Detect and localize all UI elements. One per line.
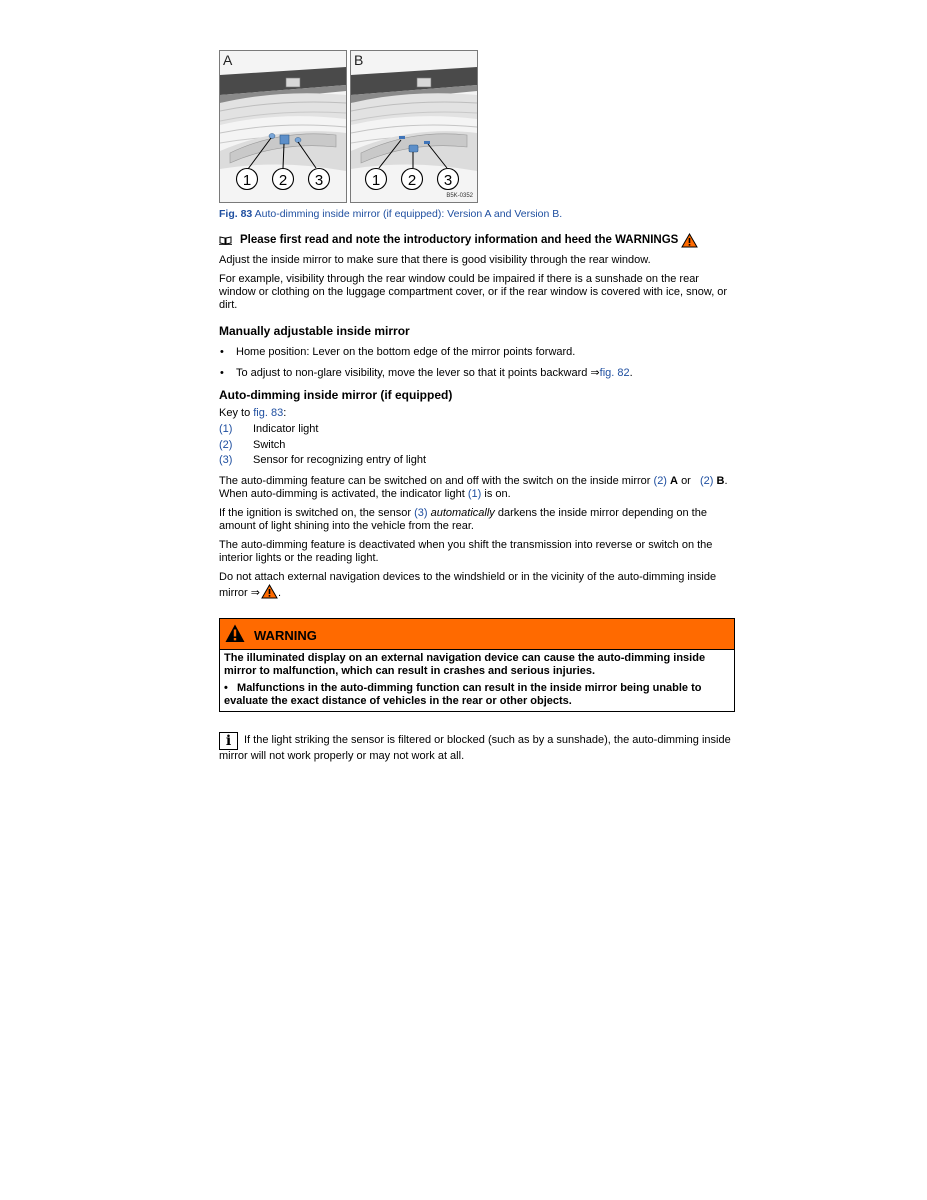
intro-text: Please first read and note the introductory information and heed the WARNINGS (240, 234, 679, 246)
key-row-switch (219, 438, 735, 454)
version-b: B (716, 474, 725, 487)
warning-item-malfunction (224, 682, 730, 708)
key-number: (3) (219, 454, 233, 467)
mirror-illustration-a (220, 51, 346, 202)
key-prefix: Key to (219, 407, 251, 419)
ref-2-link[interactable]: (2) (700, 474, 714, 487)
callout-1-b-label: 1 (371, 172, 381, 189)
list-item (219, 367, 735, 380)
navigation-end: . (278, 586, 282, 599)
callout-3-b-label: 3 (443, 172, 453, 189)
book-icon (219, 236, 232, 245)
ref-2-link[interactable]: (2) (653, 474, 667, 487)
figure-panel-b (350, 50, 478, 203)
warning-item-display: The illuminated display on an external navigation device can cause the auto-dimming inside mirror to malfunction, which can result in crashes and serious injuries. (224, 651, 706, 677)
key-number: (1) (219, 423, 233, 436)
info-icon: i (219, 732, 238, 750)
key-row-indicator (219, 422, 735, 438)
bullet-non-glare-end: . (629, 367, 633, 379)
page-content (219, 50, 735, 763)
ref-1-link[interactable]: (1) (467, 487, 482, 500)
warning-icon (225, 624, 245, 643)
key-label: Sensor for recognizing entry of light (253, 454, 427, 467)
warning-triangle-icon (681, 233, 698, 248)
figure-caption (219, 208, 735, 221)
panel-a-letter: A (223, 52, 233, 68)
key-list (219, 422, 735, 469)
heading-manual-mirror: Manually adjustable inside mirror (219, 324, 410, 338)
version-a: A (670, 474, 678, 487)
figure-panel-a (219, 50, 347, 203)
switch-or: or (681, 474, 691, 487)
figure-83 (219, 50, 478, 203)
warning-header (220, 619, 734, 650)
callout-2-a-label: 2 (278, 172, 288, 189)
note-text: If the light striking the sensor is filtered or blocked (such as by a sunshade), the auto-dimming inside mirror will not work properly or may not work at all. (219, 733, 731, 762)
bullet-non-glare-text: To adjust to non-glare visibility, move the lever so that it points backward ⇒ (236, 367, 600, 379)
warning-item-malfunction-text: Malfunctions in the auto-dimming function can result in the inside mirror being unable to evaluate the exact distance of vehicles in the rear or other objects. (224, 681, 702, 707)
callout-3-a-label: 3 (314, 172, 324, 189)
paragraph-adjust: Adjust the inside mirror to make sure that there is good visibility through the rear window. (219, 254, 651, 266)
caption-text: Auto-dimming inside mirror (if equipped): Version A and Version B. (254, 208, 563, 220)
key-number: (2) (219, 438, 233, 451)
warning-body (220, 650, 734, 711)
warning-box (219, 618, 735, 712)
warning-title: WARNING (254, 627, 317, 643)
intro-line (219, 233, 735, 248)
navigation-text: Do not attach external navigation devices to the windshield or in the vicinity of the auto-dimming inside mirror ⇒ (219, 570, 717, 599)
ignition-text-2: darkens the inside mirror depending on the amount of light shining into the vehicle from the rear. (219, 506, 707, 532)
switch-text-3: is on. (484, 487, 511, 500)
callout-1-a-label: 1 (242, 172, 252, 189)
paragraph-example: For example, visibility through the rear window could be impaired if there is a sunshade on the rear window or clothing on the luggage compartment cover, or if the rear window is covered with ice, snow, or dirt. (219, 273, 728, 311)
bullet-home-position: Home position: Lever on the bottom edge of the mirror points forward. (236, 346, 576, 358)
paragraph-navigation (219, 571, 735, 600)
fig-83-link[interactable]: fig. 83 (253, 407, 284, 419)
key-label: Switch (253, 438, 286, 451)
switch-text-1: The auto-dimming feature can be switched on and off with the switch on the inside mirror (219, 474, 651, 487)
paragraph-switch (219, 475, 735, 501)
key-line (219, 407, 735, 420)
figure-code: B5K-0352 (446, 193, 473, 199)
switch-text-2: . When auto-dimming is activated, the indicator light (219, 474, 728, 500)
key-suffix: : (283, 407, 287, 419)
ignition-text-1: If the ignition is switched on, the sensor (219, 506, 411, 519)
key-label: Indicator light (253, 423, 319, 436)
list-item (219, 346, 735, 359)
heading-auto-dimming: Auto-dimming inside mirror (if equipped) (219, 388, 453, 402)
warning-bullet: • (224, 681, 228, 694)
ref-3-link[interactable]: (3) (414, 506, 428, 519)
callout-2-b-label: 2 (407, 172, 417, 189)
fig-82-link[interactable]: fig. 82 (599, 367, 630, 379)
warning-triangle-icon[interactable] (261, 584, 278, 599)
key-row-sensor (219, 453, 735, 469)
panel-b-letter: B (354, 52, 364, 68)
info-note (219, 732, 735, 763)
paragraph-deactivated: The auto-dimming feature is deactivated when you shift the transmission into reverse or switch on the interior lights or the reading light. (219, 538, 713, 564)
mirror-illustration-b (351, 51, 477, 202)
caption-label: Fig. 83 (219, 208, 253, 220)
ignition-emphasis: automatically (430, 506, 495, 519)
manual-mirror-list (219, 346, 735, 380)
paragraph-ignition (219, 507, 735, 533)
